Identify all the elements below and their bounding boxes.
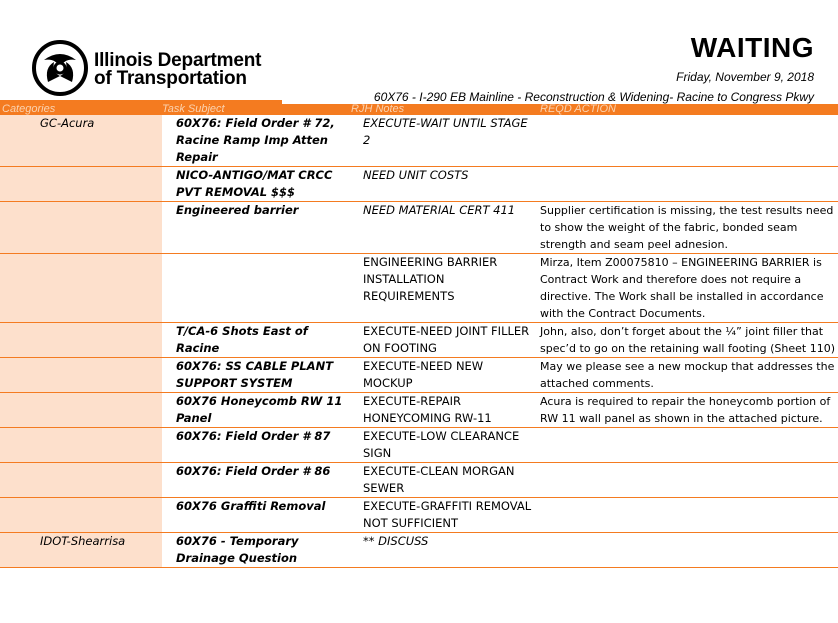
org-line-1: Illinois Department [94,50,262,71]
waiting-table [0,115,838,568]
reqd-action-cell: John, also, don’t forget about the ¼” joint filler that spec’d to go on the retaining wall footing (Sheet 110) [538,323,838,358]
task-subject-cell: 60X76: Field Order # 86 [162,463,349,498]
rjh-notes-cell: NEED MATERIAL CERT 411 [349,202,538,254]
table-row [0,533,838,568]
task-subject-cell: Engineered barrier [162,202,349,254]
reqd-action-cell: Mirza, Item Z00075810 – ENGINEERING BARRIER is Contract Work and therefore does not require a directive. The Work shall be installed in accordance with the Contract Documents. [538,254,838,323]
table-row [0,167,838,202]
page-title: WAITING [690,32,814,63]
reqd-action-cell [538,498,838,533]
table-row [0,463,838,498]
task-subject-cell: 60X76: SS CABLE PLANT SUPPORT SYSTEM [162,358,349,393]
rjh-notes-cell: EXECUTE-LOW CLEARANCE SIGN [349,428,538,463]
rjh-notes-cell: EXECUTE-CLEAN MORGAN SEWER [349,463,538,498]
table-body [0,115,838,568]
category-cell [0,463,162,498]
category-cell [0,323,162,358]
reqd-action-cell [538,167,838,202]
table-row [0,358,838,393]
table-row [0,115,838,167]
category-cell [0,358,162,393]
table-row [0,428,838,463]
reqd-action-cell: May we please see a new mockup that addresses the attached comments. [538,358,838,393]
task-subject-cell: 60X76: Field Order # 72, Racine Ramp Imp Atten Repair [162,115,349,167]
org-name [94,52,261,88]
column-header-task-subject: Task Subject [162,103,225,115]
rjh-notes-cell: ** DISCUSS [349,533,538,568]
rjh-notes-cell: EXECUTE-NEED JOINT FILLER ON FOOTING [349,323,538,358]
reqd-action-cell: Acura is required to repair the honeycomb portion of RW 11 wall panel as shown in the attached picture. [538,393,838,428]
rjh-notes-cell: EXECUTE-GRAFFITI REMOVAL NOT SUFFICIENT [349,498,538,533]
task-subject-cell: T/CA-6 Shots East of Racine [162,323,349,358]
category-cell [0,393,162,428]
column-header-bar [0,104,838,115]
reqd-action-cell [538,115,838,167]
reqd-action-cell: Supplier certification is missing, the test results need to show the weight of the fabric, bonded seam strength and seam peel adnesion. [538,202,838,254]
category-cell [0,498,162,533]
column-header-reqd-action: REQD ACTION [540,103,616,115]
project-title: 60X76 - I-290 EB Mainline - Reconstruction & Widening- Racine to Congress Pkwy [373,90,814,104]
table-row [0,202,838,254]
rjh-notes-cell: NEED UNIT COSTS [349,167,538,202]
task-subject-cell: 60X76: Field Order # 87 [162,428,349,463]
idot-logo [30,38,280,98]
category-cell: GC-Acura [0,115,162,167]
rjh-notes-cell: EXECUTE-WAIT UNTIL STAGE 2 [349,115,538,167]
task-subject-cell: 60X76 Graffiti Removal [162,498,349,533]
table-row [0,323,838,358]
report-date: Friday, November 9, 2018 [676,70,814,84]
rjh-notes-cell: EXECUTE-NEED NEW MOCKUP [349,358,538,393]
reqd-action-cell [538,428,838,463]
task-subject-cell [162,254,349,323]
org-line-2: of Transportation [94,68,247,89]
reqd-action-cell [538,533,838,568]
rjh-notes-cell: EXECUTE-REPAIR HONEYCOMING RW-11 [349,393,538,428]
table-row [0,498,838,533]
column-header-rjh-notes: RJH Notes [351,103,405,115]
category-cell: IDOT-Shearrisa [0,533,162,568]
table-row [0,393,838,428]
category-cell [0,254,162,323]
column-header-categories: Categories [2,103,56,115]
task-subject-cell: NICO-ANTIGO/MAT CRCC PVT REMOVAL $$$ [162,167,349,202]
task-subject-cell: 60X76 Honeycomb RW 11 Panel [162,393,349,428]
reqd-action-cell [538,463,838,498]
task-subject-cell: 60X76 - Temporary Drainage Question [162,533,349,568]
category-cell [0,428,162,463]
rjh-notes-cell: ENGINEERING BARRIER INSTALLATION REQUIREMENTS [349,254,538,323]
category-cell [0,202,162,254]
table-row [0,254,838,323]
idot-emblem-icon [30,38,90,98]
category-cell [0,167,162,202]
